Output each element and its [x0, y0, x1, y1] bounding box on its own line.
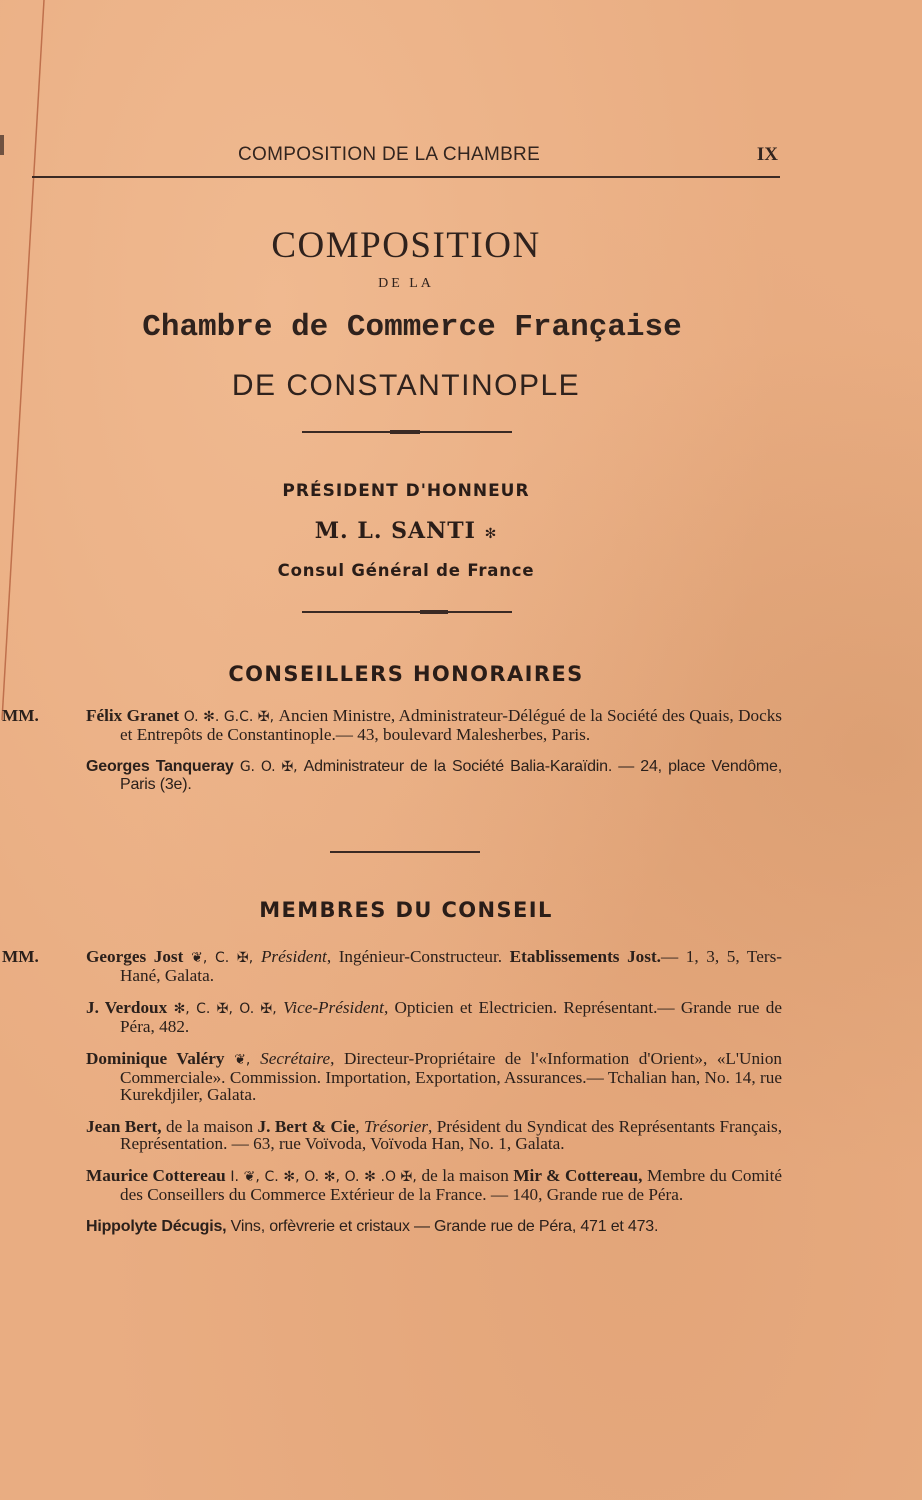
membres-conseil-list	[2, 947, 783, 1250]
member-description: , Directeur-Propriétaire de l'«Information d'Orient», «L'Union Commerciale». Commission. Importation, Exportation, Assurances.— Tchalian han, No. 14, rue Kurekdjiler, Galata.	[120, 1049, 783, 1104]
member-description: Ancien Ministre, Administrateur-Délégué de la Société des Quais, Docks et Entrepôts de Constantinople.— 43, boulevard Malesherbes, Paris.	[120, 706, 782, 744]
member-description: Vins, orfèvrerie et cristaux — Grande rue de Péra, 471 et 473.	[226, 1218, 659, 1235]
decorations: I. ❦, C. ✻, O. ✻, O. ✻ .O ✠,	[225, 1169, 422, 1185]
member-description: Administrateur de la Société Balia-Karaïdin. — 24, place Vendôme, Paris (3e).	[120, 758, 782, 793]
margin-pencil-line	[0, 0, 60, 720]
member-name: Maurice Cottereau	[86, 1166, 226, 1185]
decorations: ✻, C. ✠, O. ✠,	[167, 1001, 284, 1017]
member-description-pre: de la maison	[421, 1166, 514, 1185]
member-name: Georges Tanqueray	[86, 758, 234, 775]
decorations: O. ✻. G.C. ✠,	[179, 709, 279, 725]
running-title: COMPOSITION DE LA CHAMBRE	[238, 144, 541, 165]
president-name-text: M. L. SANTI	[314, 518, 476, 544]
title-composition: COMPOSITION	[271, 225, 541, 266]
member-name: Georges Jost	[86, 947, 184, 966]
member-title: Trésorier	[364, 1117, 429, 1136]
ornamental-divider	[302, 611, 512, 613]
decorations: ❦, C. ✠,	[183, 950, 261, 966]
president-honneur-role: Consul Général de France	[277, 561, 535, 580]
title-de-la: DE LA	[378, 276, 434, 291]
member-title: Président	[260, 947, 327, 966]
company-name: J. Bert & Cie	[257, 1117, 356, 1136]
president-honneur-heading: PRÉSIDENT D'HONNEUR	[282, 481, 530, 501]
list-item	[36, 1167, 782, 1203]
member-name: Félix Granet	[86, 706, 180, 725]
separator: ,	[355, 1117, 365, 1136]
list-item	[36, 999, 782, 1035]
divider	[330, 851, 480, 853]
member-description: , Opticien et Electricien. Représentant.— Grande rue de Péra, 482.	[120, 998, 782, 1036]
mm-prefix: MM.	[2, 706, 39, 725]
member-description: , Président du Syndicat des Représentants Français, Représentation. — 63, rue Voïvoda, Voïvoda Han, No. 1, Galata.	[120, 1117, 783, 1153]
list-item	[36, 1118, 782, 1152]
legion-honneur-icon: ✻	[484, 526, 498, 542]
company-name: Mir & Cottereau,	[513, 1166, 643, 1185]
member-name: Hippolyte Décugis,	[86, 1218, 227, 1235]
list-item	[2, 947, 782, 985]
decorations: G. O. ✠,	[233, 759, 304, 775]
conseillers-honoraires-list	[2, 706, 782, 808]
ornamental-divider	[302, 431, 512, 433]
page-header	[32, 140, 780, 178]
member-address: — 1, 3, 5, Ters-Hané, Galata.	[120, 947, 782, 985]
list-item	[36, 1218, 782, 1235]
title-city: DE CONSTANTINOPLE	[231, 369, 581, 402]
member-description-pre: de la maison	[161, 1117, 258, 1136]
conseillers-honoraires-heading: CONSEILLERS HONORAIRES	[228, 662, 584, 686]
member-title: Vice-Président	[283, 998, 384, 1017]
member-description: , Ingénieur-Constructeur.	[326, 947, 510, 966]
list-item	[36, 758, 782, 793]
member-name: Dominique Valéry	[86, 1049, 225, 1068]
list-item	[36, 1050, 782, 1103]
page-number: IX	[756, 144, 778, 165]
president-honneur-name	[0, 518, 812, 544]
mm-prefix: MM.	[2, 947, 39, 966]
member-title: Secrétaire	[260, 1049, 331, 1068]
member-name: J. Verdoux	[86, 998, 168, 1017]
decorations: ❦,	[224, 1052, 261, 1068]
title-chambre: Chambre de Commerce Française	[142, 310, 682, 345]
list-item	[2, 706, 782, 744]
member-name: Jean Bert,	[86, 1117, 162, 1136]
membres-conseil-heading: MEMBRES DU CONSEIL	[259, 898, 553, 922]
member-description: Membre du Comité des Conseillers du Commerce Extérieur de la France. — 140, Grande rue de Péra.	[120, 1166, 782, 1204]
company-name: Etablissements Jost.	[509, 947, 661, 966]
